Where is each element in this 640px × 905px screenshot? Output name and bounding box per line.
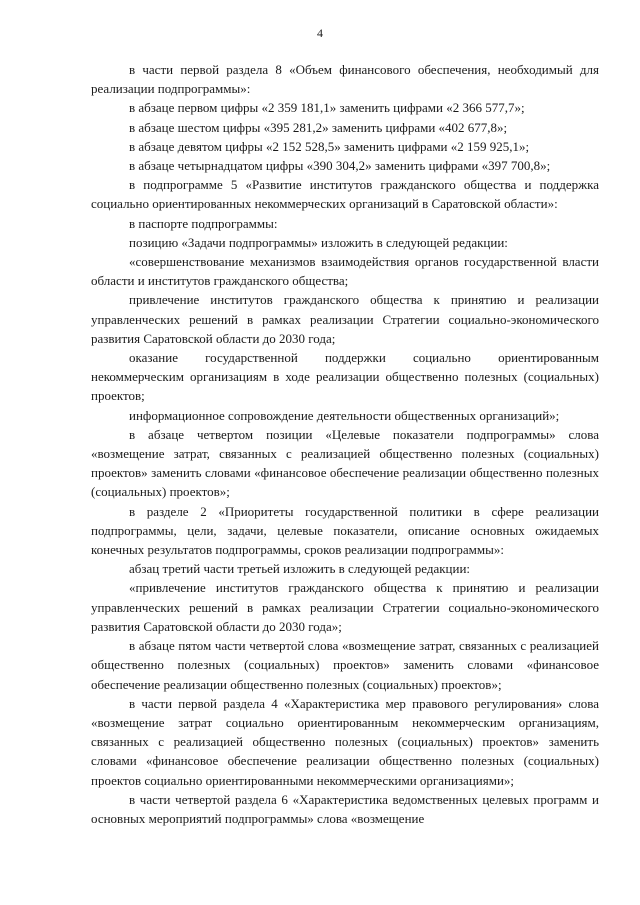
page-number: 4 <box>317 26 323 40</box>
paragraph: в разделе 2 «Приоритеты государственной политики в сфере реализации подпрограммы, цели, задачи, целевые показатели, описание основных ожидаемых конечных результатов подпрограммы, сроков реализации подпрограммы»: <box>91 503 599 558</box>
paragraph: в абзаце девятом цифры «2 152 528,5» заменить цифрами «2 159 925,1»; <box>129 138 530 154</box>
paragraph: привлечение институтов гражданского общества к принятию и реализации управленческих решений в рамках реализации Стратегии социально-экономического развития Саратовской области до 2030 года; <box>91 292 599 346</box>
paragraph: в подпрограмме 5 «Развитие институтов гражданского общества и поддержка социально ориентированных некоммерческих организаций в Саратовской области»: <box>91 177 599 212</box>
paragraph: «привлечение институтов гражданского общества к принятию и реализации управленческих решений в рамках реализации Стратегии социально-экономического развития Саратовской области до 2030 года»; <box>91 580 599 634</box>
paragraph: абзац третий части третьей изложить в следующей редакции: <box>129 561 471 577</box>
paragraph: в абзаце четырнадцатом цифры «390 304,2» заменить цифрами «397 700,8»; <box>129 158 551 174</box>
paragraph: в части первой раздела 8 «Объем финансового обеспечения, необходимый для реализации подпрограммы»: <box>91 62 599 97</box>
paragraph: позицию «Задачи подпрограммы» изложить в следующей редакции: <box>129 234 508 250</box>
paragraph: в абзаце четвертом позиции «Целевые показатели подпрограммы» слова «возмещение затрат, связанных с реализацией общественно полезных (социальных) проектов» заменить словами «финансовое обеспечение реализации общественно полезных (социальных) проектов»; <box>91 426 599 500</box>
document-body <box>91 60 599 828</box>
paragraph: в паспорте подпрограммы: <box>129 215 278 231</box>
paragraph: оказание государственной поддержки социально ориентированным некоммерческим организациям в ходе реализации общественно полезных (социальных) проектов; <box>91 350 599 404</box>
paragraph: в части четвертой раздела 6 «Характеристика ведомственных целевых программ и основных мероприятий подпрограммы» слова «возмещение <box>91 791 599 826</box>
paragraph: в абзаце шестом цифры «395 281,2» заменить цифрами «402 677,8»; <box>129 119 508 135</box>
paragraph: в абзаце пятом части четвертой слова «возмещение затрат, связанных с реализацией общественно полезных (социальных) проектов» заменить словами «финансовое обеспечение реализации общественно полезных (социальных) проектов»; <box>91 638 599 692</box>
paragraph: в абзаце первом цифры «2 359 181,1» заменить цифрами «2 366 577,7»; <box>129 100 525 116</box>
paragraph: «совершенствование механизмов взаимодействия органов государственной власти области и институтов гражданского общества; <box>91 254 599 289</box>
paragraph: информационное сопровождение деятельности общественных организаций»; <box>129 407 560 423</box>
paragraph: в части первой раздела 4 «Характеристика мер правового регулирования» слова «возмещение затрат социально ориентированным некоммерческим организациям, связанных с реализацией общественно полезных (социальных) проектов» заменить словами «финансовое обеспечение реализации общественно полезных (социальных) проектов социально ориентированными некоммерческими организациями»; <box>91 695 599 788</box>
